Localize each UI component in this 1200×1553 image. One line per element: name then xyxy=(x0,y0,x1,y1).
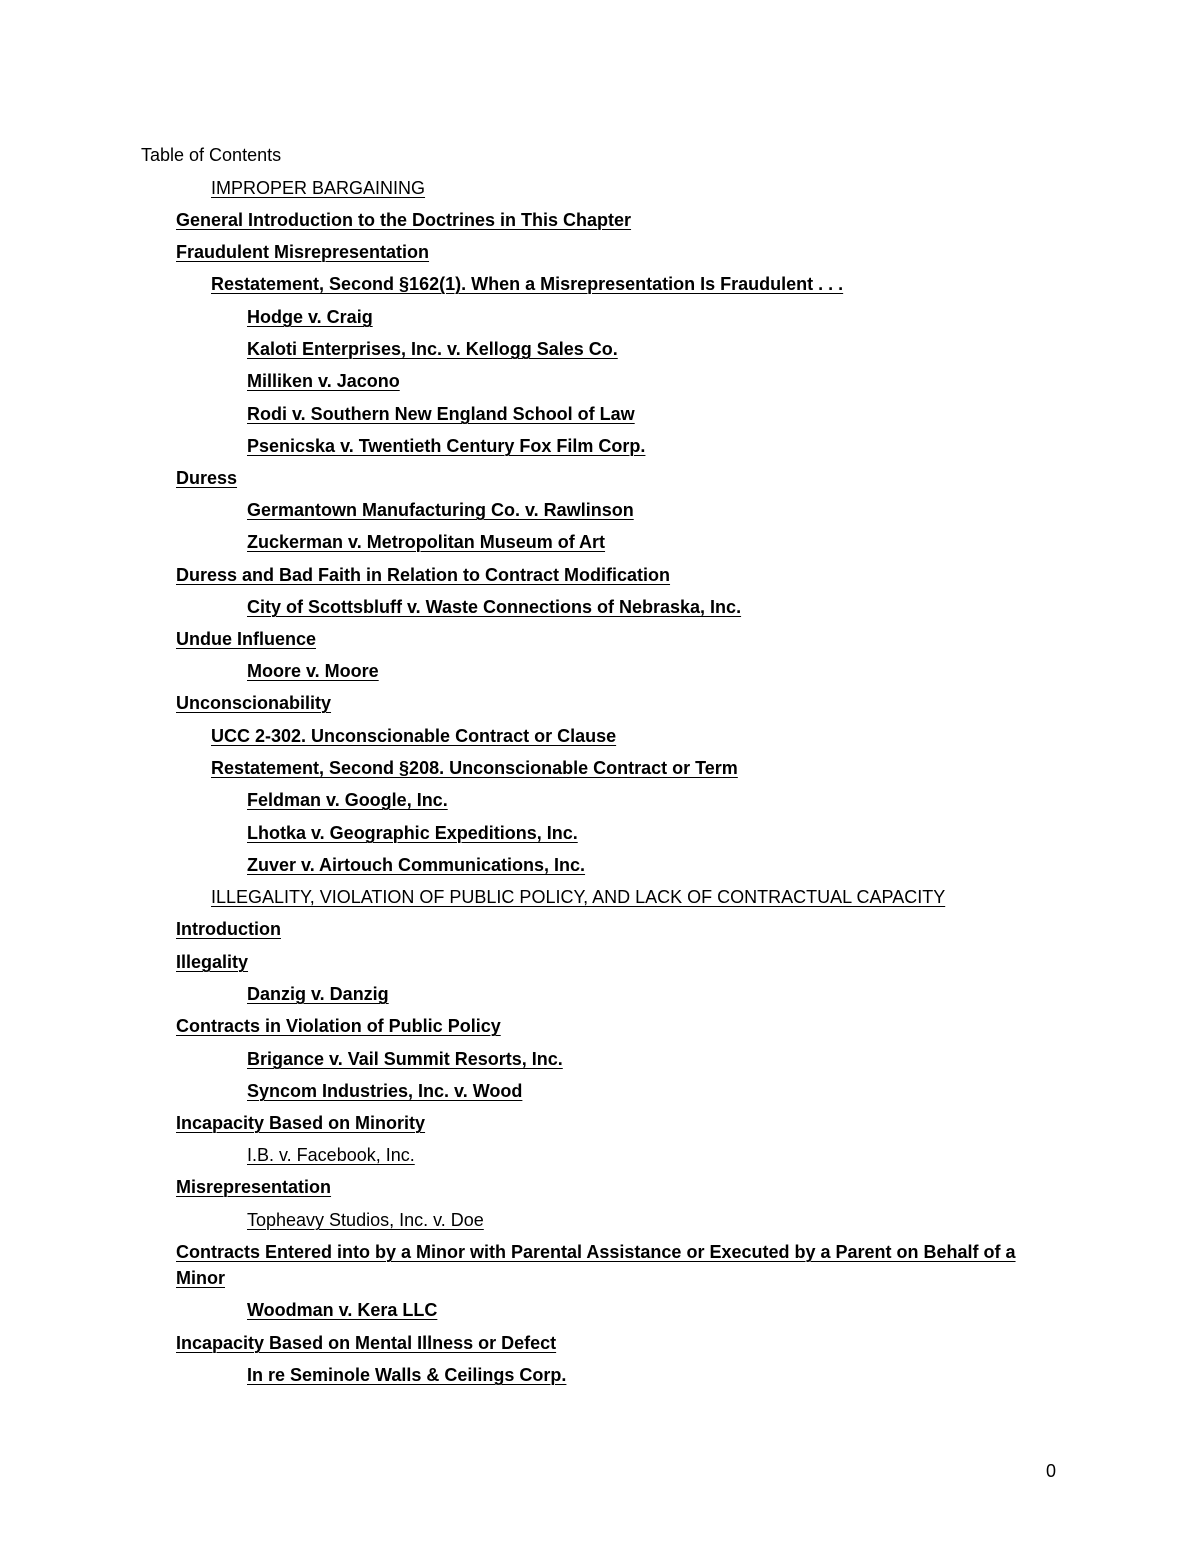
toc-entry-unconscionability[interactable]: Unconscionability xyxy=(176,693,332,713)
toc-entry-kaloti-enterprises[interactable]: Kaloti Enterprises, Inc. v. Kellogg Sales Co. xyxy=(247,339,618,359)
toc-entry-improper-bargaining[interactable]: IMPROPER BARGAINING xyxy=(211,178,426,198)
toc-entry-brigance[interactable]: Brigance v. Vail Summit Resorts, Inc. xyxy=(247,1049,563,1069)
toc-entry-seminole-walls[interactable]: In re Seminole Walls & Ceilings Corp. xyxy=(247,1365,567,1385)
toc-entry-duress[interactable]: Duress xyxy=(176,468,238,488)
toc-entry-germantown[interactable]: Germantown Manufacturing Co. v. Rawlinson xyxy=(247,500,634,520)
toc-entry-syncom[interactable]: Syncom Industries, Inc. v. Wood xyxy=(247,1081,523,1101)
toc-entry-topheavy-studios[interactable]: Topheavy Studios, Inc. v. Doe xyxy=(247,1210,484,1230)
toc-entry-moore-v-moore[interactable]: Moore v. Moore xyxy=(247,661,379,681)
toc-entry-woodman[interactable]: Woodman v. Kera LLC xyxy=(247,1300,438,1320)
toc-entry-misrepresentation[interactable]: Misrepresentation xyxy=(176,1177,332,1197)
toc-entry-milliken-v-jacono[interactable]: Milliken v. Jacono xyxy=(247,371,400,391)
toc-title: Table of Contents xyxy=(141,145,282,165)
toc-entry-ib-v-facebook[interactable]: I.B. v. Facebook, Inc. xyxy=(247,1145,415,1165)
toc-entry-danzig[interactable]: Danzig v. Danzig xyxy=(247,984,389,1004)
toc-entry-contracts-minor-parental[interactable]: Contracts Entered into by a Minor with Parental Assistance or Executed by a Parent on Behalf of a Minor xyxy=(176,1242,1016,1288)
toc-entry-fraudulent-misrepresentation[interactable]: Fraudulent Misrepresentation xyxy=(176,242,430,262)
toc-entry-incapacity-mental-illness[interactable]: Incapacity Based on Mental Illness or Defect xyxy=(176,1333,557,1353)
toc-entry-duress-bad-faith[interactable]: Duress and Bad Faith in Relation to Contract Modification xyxy=(176,565,671,585)
toc-entry-feldman-v-google[interactable]: Feldman v. Google, Inc. xyxy=(247,790,448,810)
toc-entry-ucc-2-302[interactable]: UCC 2-302. Unconscionable Contract or Clause xyxy=(211,726,617,746)
toc-entry-lhotka[interactable]: Lhotka v. Geographic Expeditions, Inc. xyxy=(247,823,578,843)
toc-entry-illegality[interactable]: Illegality xyxy=(176,952,249,972)
toc-entry-city-of-scottsbluff[interactable]: City of Scottsbluff v. Waste Connections of Nebraska, Inc. xyxy=(247,597,742,617)
toc-entry-restatement-162[interactable]: Restatement, Second §162(1). When a Misrepresentation Is Fraudulent . . . xyxy=(211,274,844,294)
toc-entry-introduction[interactable]: Introduction xyxy=(176,919,281,939)
toc-entry-restatement-208[interactable]: Restatement, Second §208. Unconscionable Contract or Term xyxy=(211,758,738,778)
toc-entry-illegality-public-policy[interactable]: ILLEGALITY, VIOLATION OF PUBLIC POLICY, AND LACK OF CONTRACTUAL CAPACITY xyxy=(211,887,946,907)
toc-entry-psenicska[interactable]: Psenicska v. Twentieth Century Fox Film Corp. xyxy=(247,436,646,456)
toc-entry-hodge-v-craig[interactable]: Hodge v. Craig xyxy=(247,307,373,327)
toc-entry-public-policy[interactable]: Contracts in Violation of Public Policy xyxy=(176,1016,501,1036)
toc-entry-zuckerman[interactable]: Zuckerman v. Metropolitan Museum of Art xyxy=(247,532,606,552)
toc-entry-zuver[interactable]: Zuver v. Airtouch Communications, Inc. xyxy=(247,855,586,875)
page-number: 0 xyxy=(1046,1461,1057,1481)
toc-entry-rodi[interactable]: Rodi v. Southern New England School of Law xyxy=(247,404,635,424)
toc-entry-undue-influence[interactable]: Undue Influence xyxy=(176,629,317,649)
toc-entry-incapacity-minority[interactable]: Incapacity Based on Minority xyxy=(176,1113,426,1133)
toc-entry-general-introduction[interactable]: General Introduction to the Doctrines in This Chapter xyxy=(176,210,632,230)
